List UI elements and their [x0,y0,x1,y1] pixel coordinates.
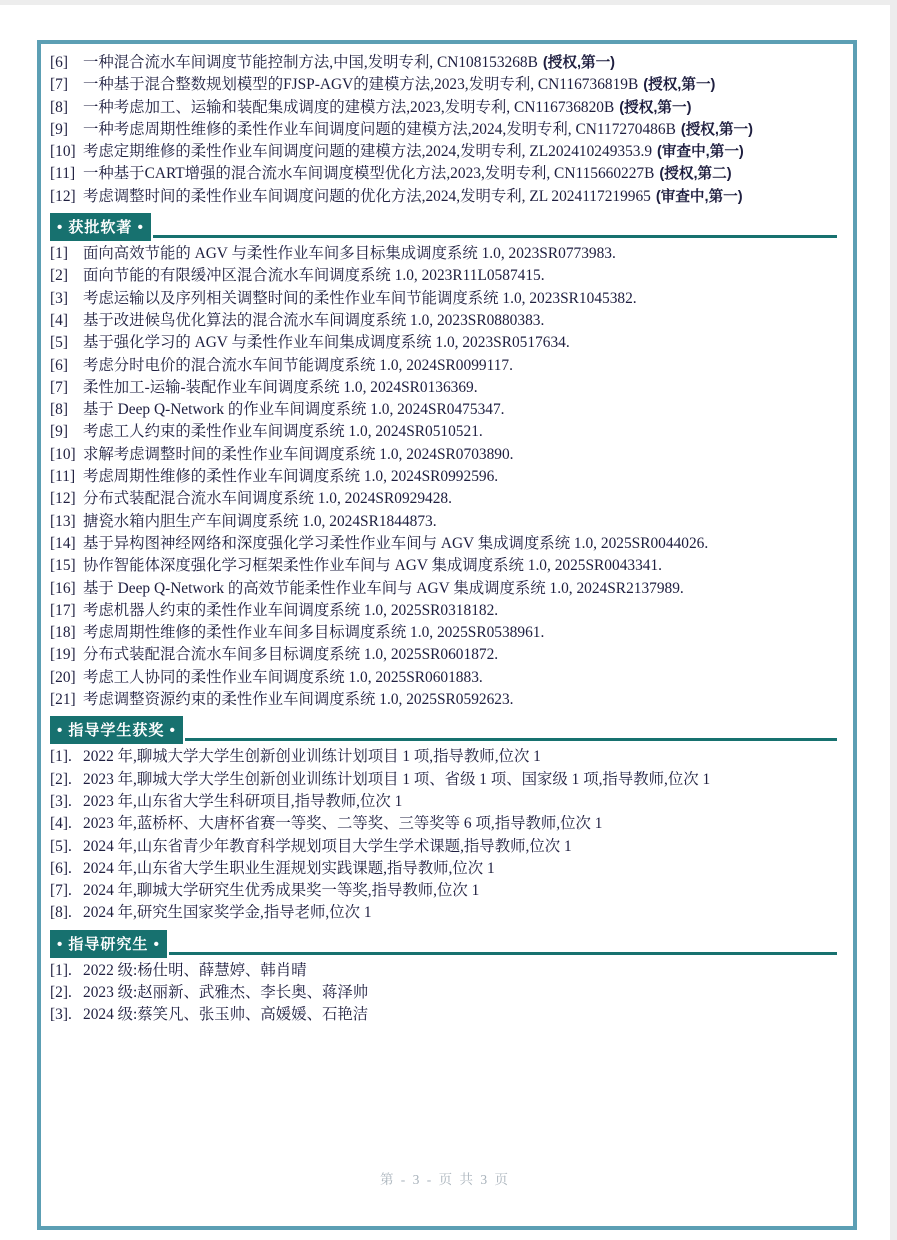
item-status-bold: (审查中,第一) [655,188,743,205]
student-item [50,982,845,1004]
item-text: 2023 年,蓝桥杯、大唐杯省赛一等奖、二等奖、三等奖等 6 项,指导教师,位次 1 [83,815,603,833]
item-number: [8] [50,401,68,419]
item-number: [7]. [50,882,72,900]
award-item [50,836,845,858]
software-item [50,265,845,287]
section-title-students: • 指导研究生 • [50,930,167,958]
software-item [50,332,845,354]
patent-item [50,163,845,185]
item-number: [6] [50,356,68,374]
item-number: [2]. [50,770,72,788]
student-item [50,1004,845,1026]
software-item [50,600,845,622]
section-title-software: • 获批软著 • [50,213,151,241]
item-number: [15] [50,557,76,575]
award-item [50,746,845,768]
students-list [50,960,845,1027]
software-item [50,555,845,577]
software-item [50,644,845,666]
award-item [50,769,845,791]
software-item [50,511,845,533]
item-text: 一种考虑周期性维修的柔性作业车间调度问题的建模方法,2024,发明专利, CN117270486B [83,120,676,138]
page-border-frame [37,40,857,1230]
item-number: [7] [50,76,68,94]
item-status-bold: (授权,第一) [643,77,716,94]
software-list [50,243,845,711]
item-number: [16] [50,579,76,597]
item-number: [7] [50,378,68,396]
item-text: 基于异构图神经网络和深度强化学习柔性作业车间与 AGV 集成调度系统 1.0, 2025SR0044026. [83,534,709,552]
item-text: 分布式装配混合流水车间调度系统 1.0, 2024SR0929428. [83,490,452,508]
section-header-awards [50,716,845,744]
software-item [50,444,845,466]
award-item [50,858,845,880]
item-text: 一种考虑加工、运输和装配集成调度的建模方法,2023,发明专利, CN116736820B [83,98,615,116]
section-rule [185,738,837,741]
patent-item [50,186,845,208]
item-text: 面向高效节能的 AGV 与柔性作业车间多目标集成调度系统 1.0, 2023SR0773983. [83,245,616,263]
item-status-bold: (审查中,第一) [657,144,744,161]
item-text: 一种混合流水车间调度节能控制方法,中国,发明专利, CN108153268B [83,54,538,71]
item-number: [14] [50,534,76,552]
patent-item [50,52,845,74]
item-text: 2024 年,聊城大学研究生优秀成果奖一等奖,指导教师,位次 1 [83,882,480,900]
item-status-bold: (授权,第二) [659,166,732,183]
item-number: [3]. [50,792,72,810]
section-title-awards: • 指导学生获奖 • [50,716,183,744]
item-number: [8]. [50,904,72,922]
item-text: 考虑周期性维修的柔性作业车间调度系统 1.0, 2024SR0992596. [83,468,499,486]
item-number: [2]. [50,983,72,1001]
item-number: [4] [50,311,68,329]
software-item [50,667,845,689]
patent-list [50,52,845,208]
item-status-bold: (授权,第一) [542,55,616,71]
item-text: 2022 年,聊城大学大学生创新创业训练计划项目 1 项,指导教师,位次 1 [83,748,541,766]
item-text: 考虑调整时间的柔性作业车间调度问题的优化方法,2024,发明专利, ZL 2024117219965 [83,187,651,205]
software-item [50,243,845,265]
software-item [50,421,845,443]
item-status-bold: (授权,第一) [680,121,753,138]
student-item [50,960,845,982]
item-number: [6] [50,54,68,71]
awards-list [50,746,845,924]
item-number: [9] [50,120,68,138]
section-header-software [50,213,845,241]
item-number: [3]. [50,1006,72,1024]
software-item [50,578,845,600]
software-item [50,355,845,377]
item-text: 2023 级:赵丽新、武雅杰、李长奥、蒋泽帅 [83,983,369,1001]
item-number: [12] [50,187,76,205]
software-item [50,533,845,555]
item-text: 2023 年,聊城大学大学生创新创业训练计划项目 1 项、省级 1 项、国家级 1 项,指导教师,位次 1 [83,770,711,788]
item-text: 考虑周期性维修的柔性作业车间多目标调度系统 1.0, 2025SR0538961. [83,624,545,642]
award-item [50,791,845,813]
software-item [50,377,845,399]
software-item [50,622,845,644]
item-text: 柔性加工-运输-装配作业车间调度系统 1.0, 2024SR0136369. [83,378,478,396]
item-number: [11] [50,165,76,183]
item-number: [21] [50,691,76,709]
item-text: 一种基于CART增强的混合流水车间调度模型优化方法,2023,发明专利, CN115660227B [83,165,655,183]
item-status-bold: (授权,第一) [619,99,692,116]
item-text: 2024 级:蔡笑凡、张玉帅、高媛媛、石艳洁 [83,1006,369,1024]
item-text: 考虑机器人约束的柔性作业车间调度系统 1.0, 2025SR0318182. [83,601,499,619]
item-text: 考虑工人约束的柔性作业车间调度系统 1.0, 2024SR0510521. [83,423,483,441]
item-number: [10] [50,143,76,161]
item-text: 搪瓷水箱内胆生产车间调度系统 1.0, 2024SR1844873. [83,512,437,530]
item-number: [9] [50,423,68,441]
item-number: [10] [50,445,76,463]
item-text: 2024 年,研究生国家奖学金,指导老师,位次 1 [83,904,372,922]
patent-item [50,97,845,119]
patent-item [50,119,845,141]
software-item [50,399,845,421]
item-text: 2024 年,山东省青少年教育科学规划项目大学生学术课题,指导教师,位次 1 [83,837,572,855]
item-number: [5]. [50,837,72,855]
item-text: 一种基于混合整数规划模型的FJSP-AGV的建模方法,2023,发明专利, CN116736819B [83,76,639,94]
software-item [50,689,845,711]
award-item [50,813,845,835]
item-text: 2022 级:杨仕明、薛慧婷、韩肖晴 [83,961,307,979]
item-text: 考虑工人协同的柔性作业车间调度系统 1.0, 2025SR0601883. [83,668,483,686]
item-number: [2] [50,267,68,285]
item-text: 考虑运输以及序列相关调整时间的柔性作业车间节能调度系统 1.0, 2023SR1045382. [83,289,637,307]
item-text: 求解考虑调整时间的柔性作业车间调度系统 1.0, 2024SR0703890. [83,445,514,463]
item-text: 2024 年,山东省大学生职业生涯规划实践课题,指导教师,位次 1 [83,859,495,877]
item-number: [1]. [50,748,72,766]
section-rule [169,952,837,955]
item-number: [11] [50,468,76,486]
software-item [50,488,845,510]
item-number: [12] [50,490,76,508]
item-text: 基于 Deep Q-Network 的高效节能柔性作业车间与 AGV 集成调度系统 1.0, 2024SR2137989. [83,579,684,597]
item-text: 2023 年,山东省大学生科研项目,指导教师,位次 1 [83,792,403,810]
item-text: 考虑分时电价的混合流水车间节能调度系统 1.0, 2024SR0099117. [83,356,513,374]
item-number: [6]. [50,859,72,877]
award-item [50,880,845,902]
item-number: [3] [50,289,68,307]
item-text: 基于改进候鸟优化算法的混合流水车间调度系统 1.0, 2023SR0880383. [83,311,545,329]
item-number: [20] [50,668,76,686]
item-text: 协作智能体深度强化学习框架柔性作业车间与 AGV 集成调度系统 1.0, 2025SR0043341. [83,557,663,575]
item-number: [17] [50,601,76,619]
item-number: [13] [50,512,76,530]
page-number-footer: 第 - 3 - 页 共 3 页 [379,1172,511,1187]
item-number: [1] [50,245,68,263]
software-item [50,466,845,488]
software-item [50,310,845,332]
item-number: [5] [50,334,68,352]
item-text: 基于 Deep Q-Network 的作业车间调度系统 1.0, 2024SR0475347. [83,401,505,419]
item-number: [1]. [50,961,72,979]
patent-item [50,141,845,163]
item-text: 基于强化学习的 AGV 与柔性作业车间集成调度系统 1.0, 2023SR0517634. [83,334,570,352]
item-number: [18] [50,624,76,642]
software-item [50,288,845,310]
item-text: 考虑定期维修的柔性作业车间调度问题的建模方法,2024,发明专利, ZL202410249353.9 [83,143,653,161]
document-page [0,5,890,1240]
award-item [50,902,845,924]
patent-item [50,74,845,96]
item-text: 分布式装配混合流水车间多目标调度系统 1.0, 2025SR0601872. [83,646,499,664]
item-text: 面向节能的有限缓冲区混合流水车间调度系统 1.0, 2023R11L0587415. [83,267,545,285]
item-number: [19] [50,646,76,664]
section-rule [153,235,837,238]
item-text: 考虑调整资源约束的柔性作业车间调度系统 1.0, 2025SR0592623. [83,691,514,709]
section-header-students [50,930,845,958]
item-number: [8] [50,98,68,116]
item-number: [4]. [50,815,72,833]
